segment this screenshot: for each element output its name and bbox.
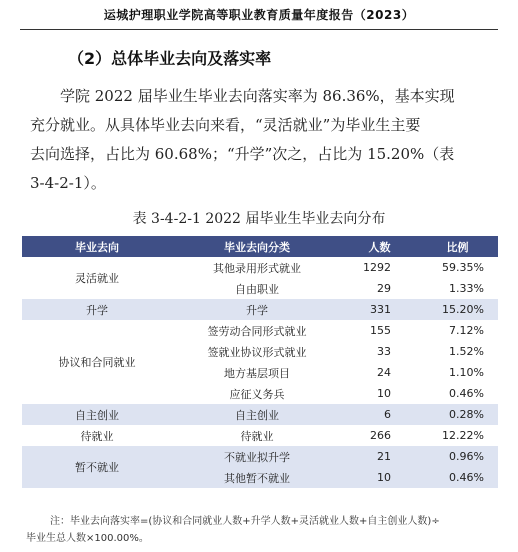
table-row bbox=[22, 404, 498, 425]
ratio-cell: 1.10% bbox=[449, 366, 484, 379]
count-cell: 10 bbox=[377, 387, 391, 400]
category-cell: 待就业 bbox=[240, 429, 274, 443]
category-cell: 其他录用形式就业 bbox=[213, 261, 301, 275]
table-header-row bbox=[22, 236, 498, 257]
category-cell: 升学 bbox=[172, 299, 342, 320]
category-cell: 签劳动合同形式就业 bbox=[207, 324, 307, 338]
count-cell: 10 bbox=[342, 467, 417, 488]
header-category: 毕业去向分类 bbox=[172, 236, 342, 257]
destination-table bbox=[22, 236, 498, 488]
header-divider bbox=[20, 29, 498, 30]
ratio-cell: 0.96% bbox=[417, 446, 498, 467]
ratio-cell: 12.22% bbox=[442, 429, 484, 442]
table-footnote bbox=[26, 513, 500, 547]
category-cell: 自由职业 bbox=[235, 282, 279, 296]
table-row bbox=[22, 257, 498, 278]
ratio-cell: 15.20% bbox=[417, 299, 498, 320]
group-cell: 协议和合同就业 bbox=[58, 356, 136, 369]
category-cell: 地方基层项目 bbox=[224, 366, 290, 380]
count-cell: 24 bbox=[377, 366, 391, 379]
section-title: （2）总体毕业去向及落实率 bbox=[68, 49, 272, 68]
category-cell: 签就业协议形式就业 bbox=[207, 345, 307, 359]
table-caption: 表 3-4-2-1 2022 届毕业生毕业去向分布 bbox=[132, 211, 386, 227]
count-cell: 29 bbox=[377, 282, 391, 295]
header-count: 人数 bbox=[342, 236, 417, 257]
group-cell: 暂不就业 bbox=[22, 446, 172, 488]
ratio-cell: 0.46% bbox=[449, 387, 484, 400]
paragraph-line: 3-4-2-1）。 bbox=[30, 174, 106, 192]
group-cell: 待就业 bbox=[80, 429, 114, 443]
count-cell: 6 bbox=[342, 404, 417, 425]
category-cell: 不就业拟升学 bbox=[172, 446, 342, 467]
count-cell: 33 bbox=[377, 345, 391, 358]
group-cell: 升学 bbox=[22, 299, 172, 320]
table-row bbox=[22, 425, 498, 446]
header-ratio: 比例 bbox=[417, 236, 498, 257]
group-cell: 自主创业 bbox=[22, 404, 172, 425]
ratio-cell: 0.46% bbox=[417, 467, 498, 488]
footnote-line: 注：毕业去向落实率=(协议和合同就业人数+升学人数+灵活就业人数+自主创业人数)÷ bbox=[50, 516, 440, 527]
table-row bbox=[22, 299, 498, 320]
paragraph-line: 去向选择，占比为 60.68%；“升学”次之，占比为 15.20%（表 bbox=[30, 145, 455, 163]
ratio-cell: 1.33% bbox=[449, 282, 484, 295]
footnote-line: 毕业生总人数×100.00%。 bbox=[26, 533, 149, 544]
count-cell: 155 bbox=[370, 324, 391, 337]
ratio-cell: 59.35% bbox=[442, 261, 484, 274]
count-cell: 266 bbox=[370, 429, 391, 442]
count-cell: 1292 bbox=[363, 261, 391, 274]
ratio-cell: 1.52% bbox=[449, 345, 484, 358]
ratio-cell: 0.28% bbox=[417, 404, 498, 425]
body-paragraph bbox=[30, 82, 500, 198]
ratio-cell: 7.12% bbox=[449, 324, 484, 337]
table-row bbox=[22, 446, 498, 467]
header-destination: 毕业去向 bbox=[22, 236, 172, 257]
paragraph-line: 学院 2022 届毕业生毕业去向落实率为 86.36%，基本实现 bbox=[60, 87, 455, 105]
table-row bbox=[22, 320, 498, 341]
category-cell: 其他暂不就业 bbox=[172, 467, 342, 488]
paragraph-line: 充分就业。从具体毕业去向来看，“灵活就业”为毕业生主要 bbox=[30, 116, 421, 134]
category-cell: 应征义务兵 bbox=[229, 387, 285, 401]
group-cell: 灵活就业 bbox=[75, 272, 119, 285]
count-cell: 331 bbox=[342, 299, 417, 320]
report-header: 运城护理职业学院高等职业教育质量年度报告（2023） bbox=[103, 8, 415, 22]
count-cell: 21 bbox=[342, 446, 417, 467]
category-cell: 自主创业 bbox=[172, 404, 342, 425]
